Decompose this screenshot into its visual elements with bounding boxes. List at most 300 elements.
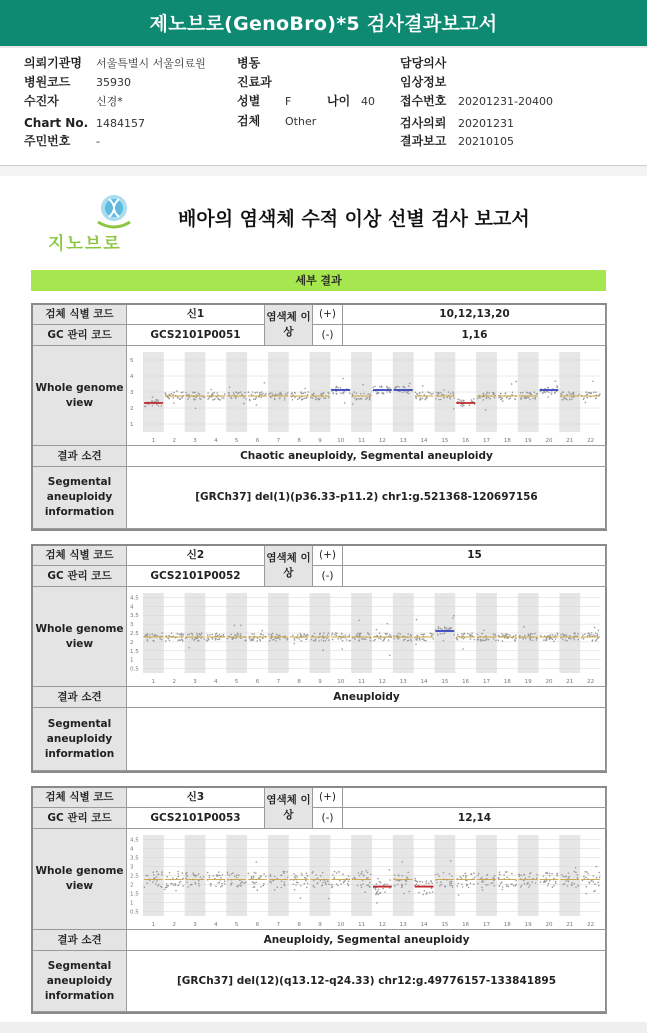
cnv-point	[530, 394, 532, 396]
cnv-point	[153, 640, 155, 642]
cnv-point	[429, 632, 431, 634]
cnv-point	[195, 876, 197, 878]
cnv-point	[499, 871, 501, 873]
cnv-point	[483, 630, 485, 632]
cnv-point	[500, 398, 502, 400]
cnv-point	[167, 638, 169, 640]
cnv-point	[312, 394, 314, 396]
cnv-point	[344, 402, 346, 404]
cnv-point	[317, 877, 319, 879]
cnv-point	[586, 886, 588, 888]
cnv-point	[426, 892, 428, 894]
cnv-point	[352, 403, 354, 405]
cnv-point	[481, 633, 483, 635]
cnv-point	[399, 391, 401, 393]
cnv-point	[323, 397, 325, 399]
chromosome-label: 10	[337, 922, 345, 928]
cnv-point	[416, 638, 418, 640]
cnv-point	[426, 883, 428, 885]
chromosome-label: 7	[276, 922, 281, 928]
cnv-point	[420, 399, 422, 401]
cnv-point	[422, 894, 424, 896]
cnv-point	[511, 394, 513, 396]
cnv-point	[251, 633, 253, 635]
cnv-point	[356, 398, 358, 400]
cnv-point	[269, 392, 271, 394]
sample-result-table	[31, 786, 607, 1014]
cnv-point	[251, 876, 253, 878]
cnv-point	[567, 885, 569, 887]
cnv-point	[321, 639, 323, 641]
cnv-point	[389, 634, 391, 636]
cnv-point	[258, 877, 260, 879]
cnv-point	[212, 393, 214, 395]
cnv-point	[235, 391, 237, 393]
cnv-point	[365, 399, 367, 401]
cnv-point	[565, 880, 567, 882]
cnv-point	[506, 634, 508, 636]
cnv-point	[323, 640, 325, 642]
cnv-point	[418, 892, 420, 894]
cnv-point	[407, 633, 409, 635]
cnv-point	[223, 397, 225, 399]
cnv-point	[583, 638, 585, 640]
cnv-point	[422, 398, 424, 400]
chromosome-label: 19	[524, 922, 532, 928]
cnv-point	[292, 399, 294, 401]
cnv-point	[508, 886, 510, 888]
cnv-point	[384, 891, 386, 893]
cnv-point	[195, 408, 197, 410]
cnv-point	[528, 634, 530, 636]
cnv-point	[555, 881, 557, 883]
cnv-point	[198, 885, 200, 887]
cnv-point	[279, 639, 281, 641]
y-tick-label: 4.5	[130, 595, 139, 602]
cnv-point	[415, 880, 417, 882]
cnv-point	[534, 633, 536, 635]
cnv-point	[514, 640, 516, 642]
cnv-point	[428, 392, 430, 394]
chromosome-label: 17	[483, 922, 490, 928]
chromosome-label: 9	[318, 922, 322, 928]
cnv-point	[253, 633, 255, 635]
cnv-point	[192, 634, 194, 636]
cnv-point	[452, 886, 454, 888]
cnv-point	[305, 392, 307, 394]
cnv-point	[312, 635, 314, 637]
cnv-point	[262, 885, 264, 887]
cnv-point	[311, 639, 313, 641]
finding-label: 결과 소견	[33, 446, 127, 467]
cnv-point	[238, 874, 240, 876]
cnv-point	[547, 396, 549, 398]
cnv-point	[407, 872, 409, 874]
cnv-point	[326, 638, 328, 640]
y-tick-label: 3.5	[130, 613, 139, 620]
cnv-point	[562, 392, 564, 394]
cnv-point	[461, 633, 463, 635]
cnv-point	[259, 640, 261, 642]
cnv-point	[353, 391, 355, 393]
cnv-point	[561, 399, 563, 401]
chromosome-label: 13	[399, 438, 407, 444]
cnv-point	[376, 883, 378, 885]
chromosome-label: 19	[524, 438, 532, 444]
cnv-point	[272, 639, 274, 641]
cnv-point	[546, 639, 548, 641]
cnv-point	[389, 387, 391, 389]
cnv-point	[306, 873, 308, 875]
cnv-point	[248, 391, 250, 393]
cnv-point	[592, 639, 594, 641]
cnv-point	[426, 893, 428, 895]
chromosome-label: 21	[566, 438, 574, 444]
cnv-point	[340, 883, 342, 885]
gc-code-value: GCS2101P0053	[127, 808, 265, 829]
cnv-point	[481, 881, 483, 883]
cnv-point	[369, 399, 371, 401]
cnv-point	[198, 880, 200, 882]
cnv-point	[164, 889, 166, 891]
cnv-point	[214, 398, 216, 400]
cnv-point	[307, 634, 309, 636]
cnv-point	[585, 402, 587, 404]
cnv-point	[157, 874, 159, 876]
cnv-point	[234, 876, 236, 878]
cnv-point	[152, 396, 154, 398]
cnv-point	[506, 886, 508, 888]
cnv-point	[152, 400, 154, 402]
cnv-point	[422, 391, 424, 393]
cnv-point	[389, 869, 391, 871]
cnv-point	[457, 398, 459, 400]
cnv-point	[274, 876, 276, 878]
cnv-point	[401, 884, 403, 886]
cnv-point	[287, 638, 289, 640]
cnv-point	[270, 876, 272, 878]
cnv-point	[481, 877, 483, 879]
cnv-point	[377, 891, 379, 893]
cnv-point	[564, 639, 566, 641]
cnv-point	[357, 885, 359, 887]
cnv-point	[294, 876, 296, 878]
chromosome-label: 9	[318, 679, 322, 685]
cnv-point	[312, 885, 314, 887]
cnv-point	[336, 634, 338, 636]
cnv-point	[494, 885, 496, 887]
cnv-point	[423, 640, 425, 642]
cnv-point	[363, 874, 365, 876]
cnv-point	[224, 393, 226, 395]
cnv-point	[222, 874, 224, 876]
cnv-point	[307, 394, 309, 396]
cnv-point	[147, 633, 149, 635]
cnv-point	[523, 626, 525, 628]
cnv-point	[178, 873, 180, 875]
cnv-point	[431, 635, 433, 637]
cnv-point	[596, 639, 598, 641]
cnv-point	[221, 635, 223, 637]
chromosome-label: 20	[545, 922, 553, 928]
cnv-point	[594, 883, 596, 885]
cnv-point	[569, 635, 571, 637]
info-label: 검사의뢰	[400, 116, 447, 130]
cnv-point	[431, 882, 433, 884]
cnv-point	[284, 399, 286, 401]
cnv-point	[369, 393, 371, 395]
cnv-point	[197, 638, 199, 640]
cnv-point	[166, 876, 168, 878]
cnv-point	[394, 885, 396, 887]
cnv-point	[338, 871, 340, 873]
cnv-point	[206, 639, 208, 641]
cnv-point	[519, 876, 521, 878]
abnormal-label: 염색체 이상	[265, 305, 313, 346]
cnv-point	[380, 638, 382, 640]
cnv-point	[512, 392, 514, 394]
cnv-point	[270, 874, 272, 876]
cnv-point	[177, 397, 179, 399]
cnv-point	[416, 883, 418, 885]
cnv-point	[336, 872, 338, 874]
cnv-point	[440, 628, 442, 630]
cnv-point	[551, 391, 553, 393]
cnv-point	[224, 883, 226, 885]
cnv-point	[422, 881, 424, 883]
chromosome-label: 6	[255, 922, 260, 928]
cnv-point	[334, 871, 336, 873]
finding-label: 결과 소견	[33, 930, 127, 951]
cnv-point	[260, 876, 262, 878]
y-tick-label: 1	[130, 657, 134, 664]
cnv-point	[144, 887, 146, 889]
cnv-point	[444, 632, 446, 634]
cnv-point	[297, 398, 299, 400]
cnv-point	[473, 872, 475, 874]
cnv-point	[477, 875, 479, 877]
cnv-point	[432, 393, 434, 395]
cnv-point	[483, 640, 485, 642]
cnv-point	[511, 383, 513, 385]
page-footer-strip	[0, 1022, 647, 1033]
cnv-point	[568, 872, 570, 874]
cnv-point	[526, 883, 528, 885]
cnv-point	[565, 876, 567, 878]
cnv-point	[145, 406, 147, 408]
cnv-point	[304, 398, 306, 400]
cnv-point	[451, 883, 453, 885]
cnv-point	[573, 637, 575, 639]
cnv-point	[378, 889, 380, 891]
cnv-point	[586, 393, 588, 395]
loss-sign: (-)	[313, 566, 343, 587]
cnv-point	[199, 398, 201, 400]
cnv-point	[545, 877, 547, 879]
cnv-point	[421, 638, 423, 640]
cnv-point	[575, 867, 577, 869]
cnv-point	[571, 399, 573, 401]
cnv-point	[574, 871, 576, 873]
cnv-point	[233, 637, 235, 639]
cnv-point	[457, 634, 459, 636]
cnv-point	[474, 877, 476, 879]
cnv-point	[160, 886, 162, 888]
cnv-point	[315, 397, 317, 399]
cnv-point	[151, 633, 153, 635]
cnv-point	[260, 633, 262, 635]
chromosome-label: 13	[399, 922, 407, 928]
cnv-point	[332, 639, 334, 641]
info-label: 나이	[327, 94, 351, 108]
cnv-point	[157, 399, 159, 401]
segmental-value: [GRCh37] del(1)(p36.33-p11.2) chr1:g.521368-120697156	[127, 467, 607, 529]
cnv-point	[520, 886, 522, 888]
cnv-point	[235, 637, 237, 639]
cnv-point	[574, 639, 576, 641]
cnv-point	[560, 394, 562, 396]
cnv-point	[506, 397, 508, 399]
cnv-point	[345, 634, 347, 636]
chromosome-label: 16	[462, 679, 470, 685]
cnv-point	[221, 883, 223, 885]
cnv-point	[404, 638, 406, 640]
cnv-point	[515, 884, 517, 886]
cnv-point	[483, 399, 485, 401]
cnv-point	[453, 408, 455, 410]
cnv-point	[452, 617, 454, 619]
cnv-point	[219, 875, 221, 877]
cnv-point	[304, 388, 306, 390]
sample-id-value: 신1	[127, 305, 265, 325]
cnv-point	[249, 400, 251, 402]
cnv-point	[305, 880, 307, 882]
cnv-point	[407, 640, 409, 642]
chromosome-label: 2	[172, 922, 176, 928]
cnv-point	[584, 633, 586, 635]
cnv-point	[336, 393, 338, 395]
whole-genome-label: Whole genome view	[33, 346, 127, 446]
cnv-point	[449, 884, 451, 886]
cnv-point	[275, 393, 277, 395]
cnv-point	[168, 635, 170, 637]
info-label: 담당의사	[400, 56, 447, 70]
cnv-point	[269, 881, 271, 883]
cnv-point	[227, 873, 229, 875]
cnv-point	[257, 391, 259, 393]
cnv-point	[555, 638, 557, 640]
cnv-point	[398, 633, 400, 635]
cnv-point	[253, 872, 255, 874]
cnv-point	[219, 638, 221, 640]
cnv-point	[256, 861, 258, 863]
cnv-point	[480, 639, 482, 641]
cnv-point	[219, 882, 221, 884]
cnv-point	[498, 640, 500, 642]
chromosome-label: 12	[378, 438, 386, 444]
cnv-point	[168, 885, 170, 887]
cnv-point	[240, 638, 242, 640]
cnv-point	[261, 394, 263, 396]
cnv-point	[156, 876, 158, 878]
cnv-point	[506, 877, 508, 879]
cnv-point	[440, 633, 442, 635]
y-tick-label: 3	[130, 622, 134, 629]
cnv-point	[422, 634, 424, 636]
cnv-point	[272, 633, 274, 635]
cnv-point	[479, 396, 481, 398]
chromosome-label: 3	[193, 679, 197, 685]
chromosome-label: 5	[234, 679, 239, 685]
cnv-point	[207, 634, 209, 636]
cnv-point	[296, 876, 298, 878]
cnv-point	[348, 885, 350, 887]
cnv-point	[299, 397, 301, 399]
cnv-point	[550, 634, 552, 636]
info-value: -	[96, 135, 100, 148]
cnv-point	[428, 882, 430, 884]
cnv-point	[463, 405, 465, 407]
cnv-point	[268, 634, 270, 636]
cnv-point	[307, 883, 309, 885]
info-label: 주민번호	[24, 134, 71, 148]
cnv-point	[277, 635, 279, 637]
cnv-point	[459, 399, 461, 401]
cnv-point	[534, 398, 536, 400]
cnv-point	[546, 872, 548, 874]
cnv-point	[381, 392, 383, 394]
cnv-point	[161, 639, 163, 641]
info-value: 신경*	[96, 95, 123, 108]
cnv-point	[585, 877, 587, 879]
cnv-point	[485, 409, 487, 411]
cnv-point	[415, 878, 417, 880]
cnv-point	[333, 878, 335, 880]
cnv-point	[448, 628, 450, 630]
cnv-point	[595, 632, 597, 634]
cnv-point	[438, 393, 440, 395]
cnv-point	[193, 398, 195, 400]
cnv-point	[294, 643, 296, 645]
cnv-point	[529, 393, 531, 395]
cnv-point	[197, 634, 199, 636]
cnv-point	[307, 875, 309, 877]
info-value: F	[285, 95, 292, 108]
cnv-point	[358, 635, 360, 637]
cnv-point	[354, 877, 356, 879]
cnv-point	[382, 640, 384, 642]
cnv-point	[243, 397, 245, 399]
cnv-point	[576, 635, 578, 637]
cnv-point	[181, 633, 183, 635]
abnormal-label: 염색체 이상	[265, 788, 313, 829]
cnv-point	[449, 882, 451, 884]
patient-info-block	[0, 54, 647, 166]
cnv-point	[367, 877, 369, 879]
cnv-point	[224, 880, 226, 882]
cnv-point	[365, 639, 367, 641]
cnv-point	[210, 883, 212, 885]
cnv-point	[393, 638, 395, 640]
y-tick-label: 2.5	[130, 631, 139, 637]
cnv-point	[281, 880, 283, 882]
cnv-point	[458, 894, 460, 896]
cnv-point	[394, 875, 396, 877]
cnv-point	[537, 393, 539, 395]
cnv-point	[214, 878, 216, 880]
chromosome-label: 15	[441, 438, 449, 444]
cnv-point	[556, 387, 558, 389]
